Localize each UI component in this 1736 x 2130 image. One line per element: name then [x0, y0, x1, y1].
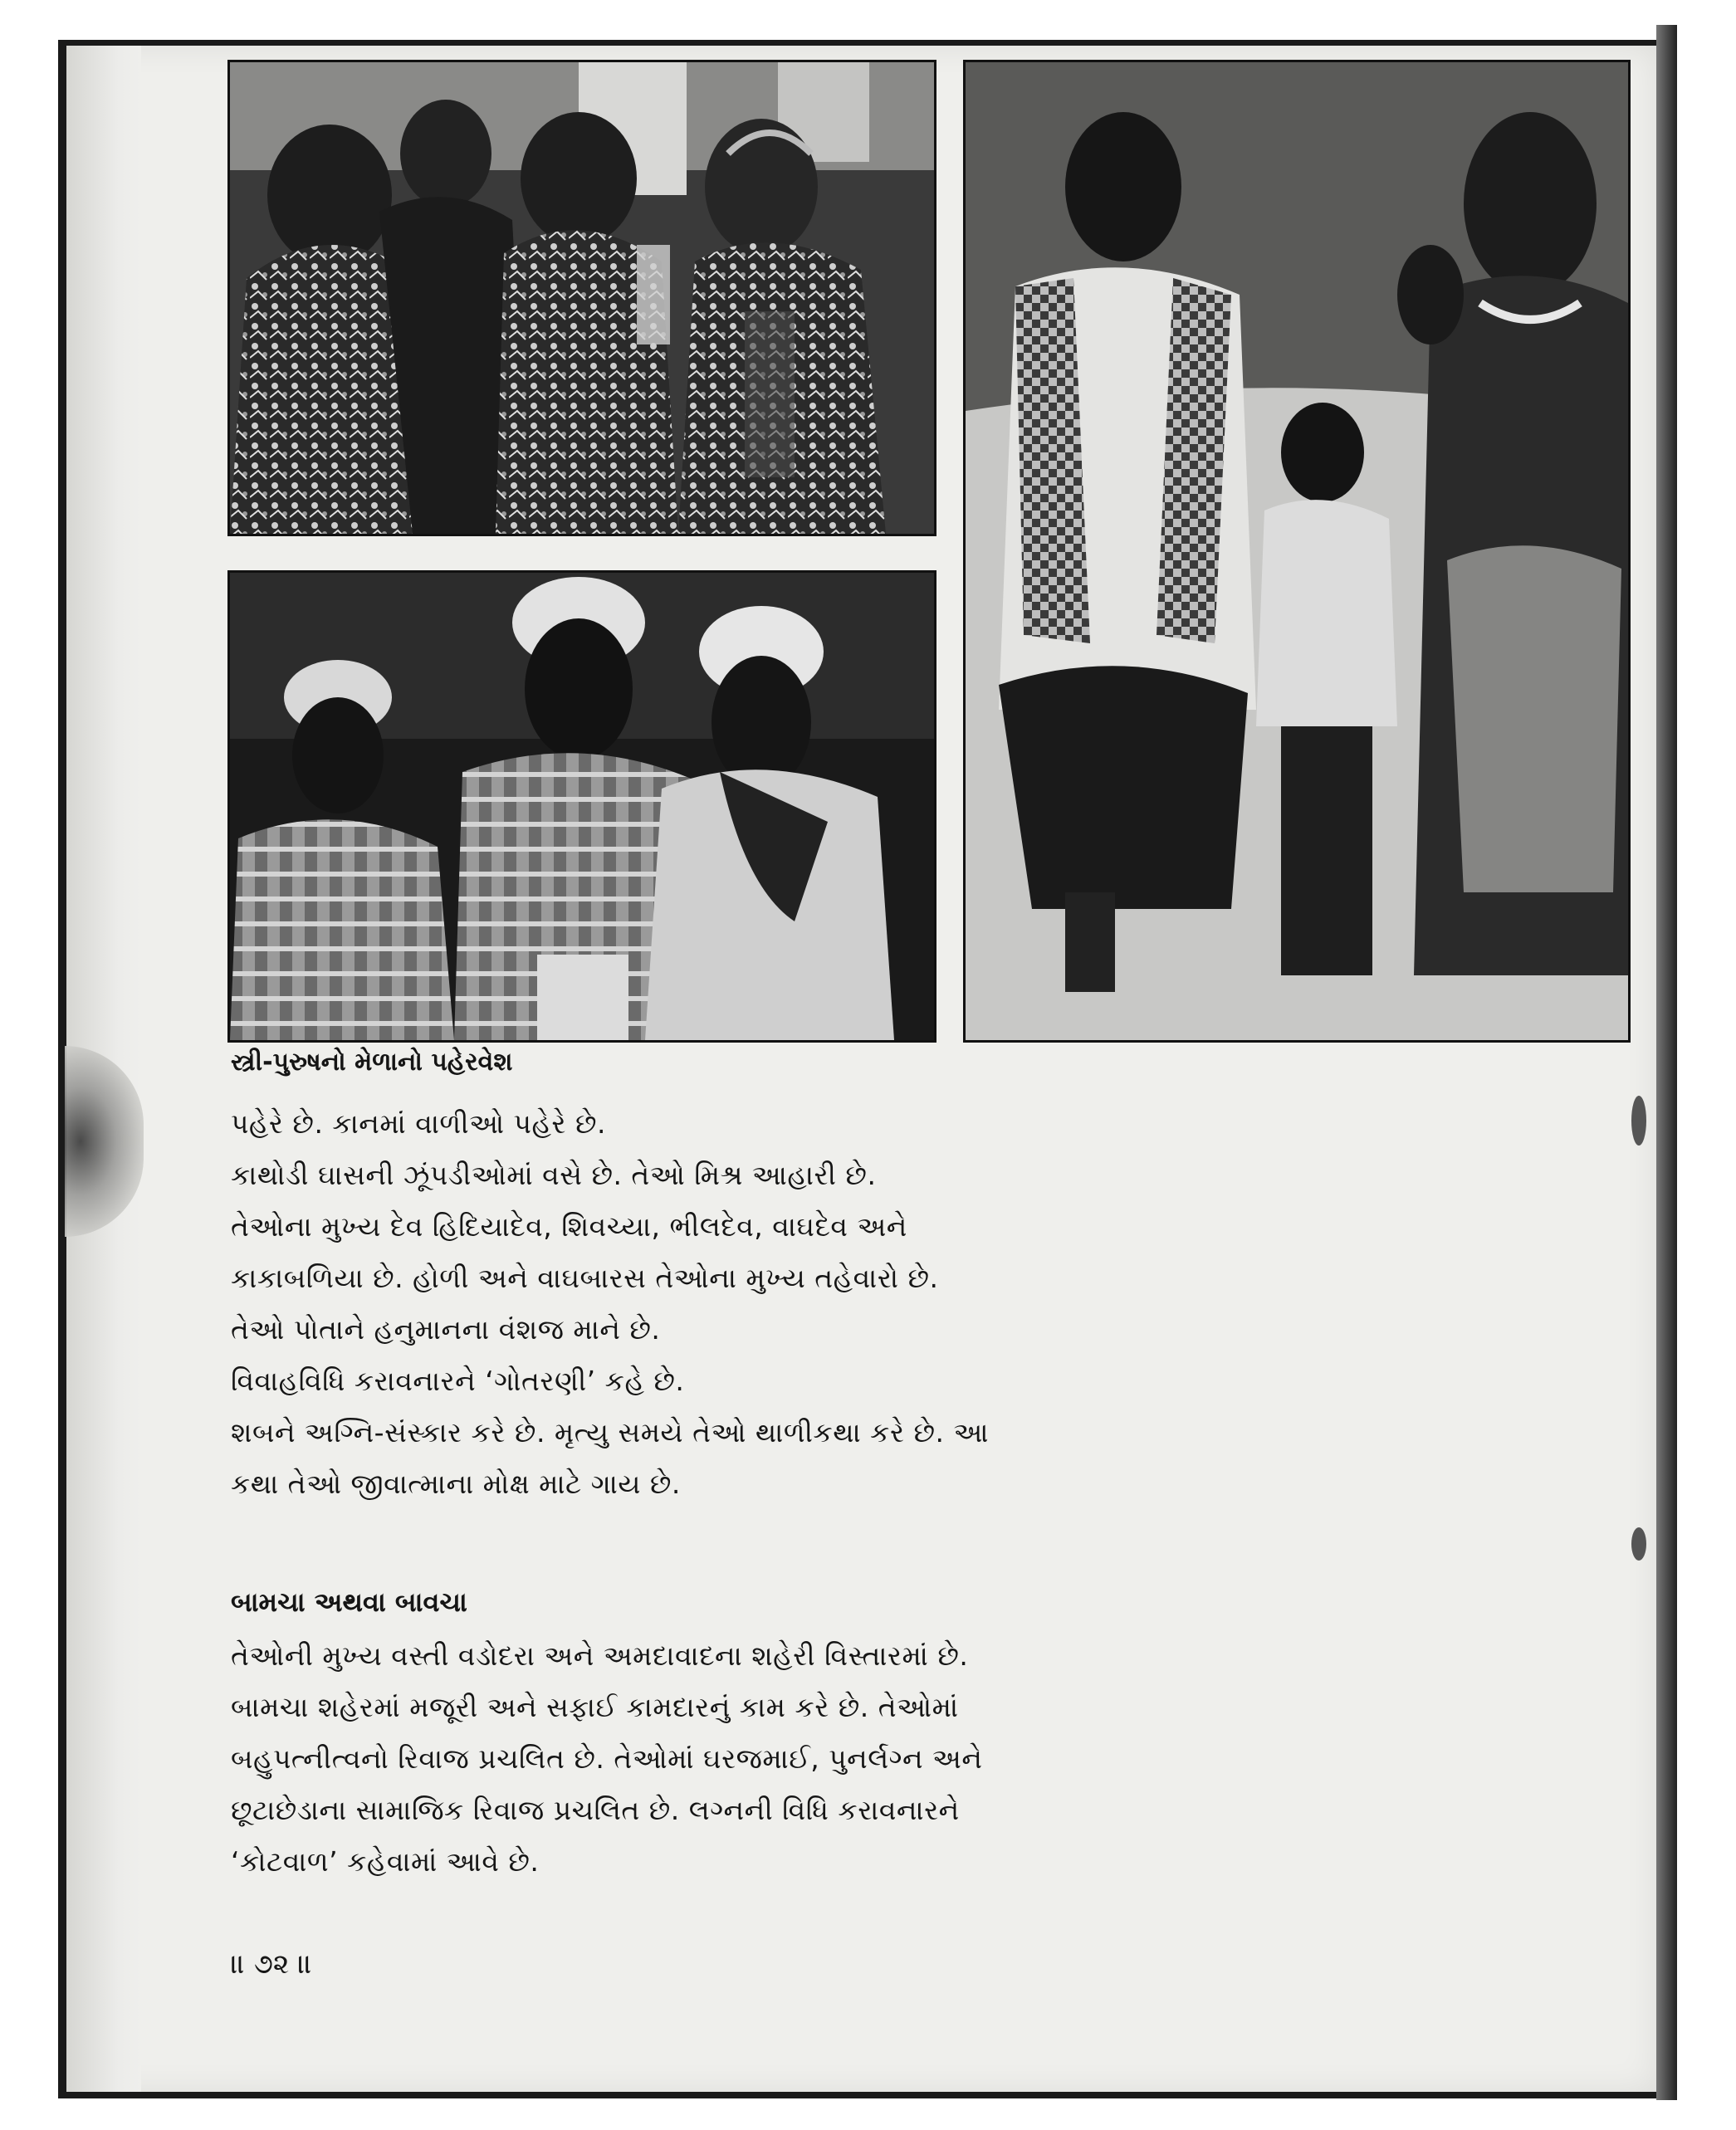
- photo-women-fair-attire: [227, 60, 936, 536]
- body-line: તેઓના મુખ્ય દેવ હિદિયાદેવ, શિવચ્યા, ભીલદેવ, વાઘદેવ અને: [231, 1210, 907, 1243]
- body-line: કથા તેઓ જીવાત્માના મોક્ષ માટે ગાય છે.: [231, 1468, 681, 1500]
- edge-mark: [1631, 1527, 1646, 1561]
- photo-men-fair-attire: [227, 570, 936, 1043]
- body-line: શબને અગ્નિ-સંસ્કાર કરે છે. મૃત્યુ સમયે તેઓ થાળીકથા કરે છે. આ: [231, 1416, 989, 1448]
- body-line: પહેરે છે. કાનમાં વાળીઓ પહેરે છે.: [231, 1107, 606, 1140]
- body-line: તેઓ પોતાને હનુમાનના વંશજ માને છે.: [231, 1313, 661, 1346]
- body-line: બામચા શહેરમાં મજૂરી અને સફાઈ કામદારનું કામ કરે છે. તેઓમાં: [231, 1691, 959, 1723]
- body-line: છૂટાછેડાના સામાજિક રિવાજ પ્રચલિત છે. લગ્નની વિધિ કરાવનારને: [231, 1794, 960, 1826]
- page-number: ॥ ૭૨ ॥: [231, 1947, 313, 1980]
- book-edge: [1656, 25, 1677, 2100]
- body-line: તેઓની મુખ્ય વસ્તી વડોદરા અને અમદાવાદના શહેરી વિસ્તારમાં છે.: [231, 1639, 969, 1672]
- photo-family-walking: [963, 60, 1631, 1043]
- edge-mark: [1631, 1096, 1646, 1146]
- body-line: વિવાહવિધિ કરાવનારને ‘ગોતરણી’ કહે છે.: [231, 1365, 685, 1397]
- body-line: ‘કોટવાળ’ કહેવામાં આવે છે.: [231, 1845, 540, 1878]
- body-line: કાથોડી ઘાસની ઝૂંપડીઓમાં વસે છે. તેઓ મિશ્ર આહારી છે.: [231, 1159, 877, 1191]
- body-line: બહુપત્નીત્વનો રિવાજ પ્રચલિત છે. તેઓમાં ઘરજમાઈ, પુનર્લગ્ન અને: [231, 1742, 983, 1775]
- body-line: કાકાબળિયા છે. હોળી અને વાઘબારસ તેઓના મુખ્ય તહેવારો છે.: [231, 1262, 939, 1294]
- photo-caption: સ્ત્રી-પુરુષનો મેળાનો પહેરવેશ: [231, 1048, 513, 1077]
- section-heading: બામચા અથવા બાવચા: [231, 1586, 467, 1618]
